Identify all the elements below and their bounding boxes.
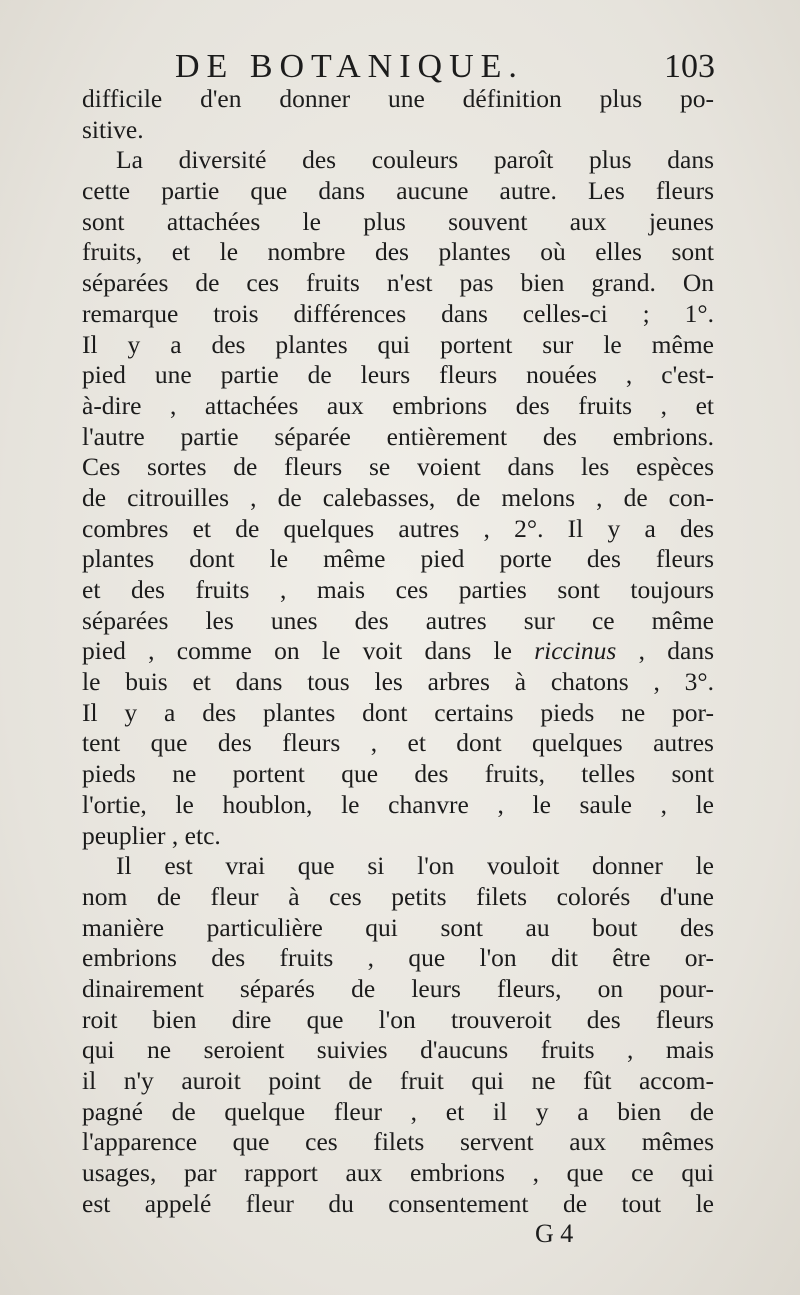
text-line: roit bien dire que l'on trouveroit des fleurs [82,1004,714,1034]
text-line: plantes dont le même pied porte des fleurs [82,544,714,574]
text-line: sitive. [82,114,144,144]
text-line: La diversité des couleurs paroît plus dans [116,145,714,175]
text-line: embrions des fruits , que l'on dit être or- [82,943,714,973]
signature-mark: G 4 [535,1219,574,1248]
text-line-part: , dans [616,636,714,666]
text-line: usages, par rapport aux embrions , que ce qui [82,1158,714,1188]
text-line: combres et de quelques autres , 2°. Il y a des [82,513,714,543]
text-line: sont attachées le plus souvent aux jeunes [82,206,714,236]
text-line: Il y a des plantes qui portent sur le même [82,329,714,359]
page-number: 103 [664,48,715,85]
text-line: est appelé fleur du consentement de tout le [82,1188,714,1218]
text-line: Il est vrai que si l'on vouloit donner le [116,851,714,881]
text-line: Ces sortes de fleurs se voient dans les espèces [82,452,714,482]
text-line: cette partie que dans aucune autre. Les fleurs [82,176,714,206]
text-line: qui ne seroient suivies d'aucuns fruits , mais [82,1035,714,1065]
text-line: l'apparence que ces filets servent aux mêmes [82,1127,714,1157]
text-line: et des fruits , mais ces parties sont toujours [82,575,714,604]
text-line: nom de fleur à ces petits filets colorés d'une [82,881,714,911]
text-line: fruits, et le nombre des plantes où elles sont [82,237,714,267]
text-line: il n'y auroit point de fruit qui ne fût accom- [82,1066,714,1095]
text-line: remarque trois différences dans celles-ci ; 1°. [82,298,714,328]
text-line: séparées les unes des autres sur ce même [82,605,714,635]
text-line: pied une partie de leurs fleurs nouées , c'est- [82,360,714,390]
text-line: difficile d'en donner une définition plus po- [82,84,714,113]
text-line: l'autre partie séparée entièrement des embrions. [82,421,714,451]
text-line: le buis et dans tous les arbres à chatons , 3°. [82,667,714,697]
text-line: pagné de quelque fleur , et il y a bien de [82,1096,714,1126]
italic-term: riccinus [534,636,617,666]
text-line: pieds ne portent que des fruits, telles sont [82,759,714,789]
text-line: manière particulière qui sont au bout des [82,912,714,942]
running-title: DE BOTANIQUE. [175,48,524,85]
body-text [82,84,714,1219]
text-line: l'ortie, le houblon, le chanvre , le saule , le [82,789,714,819]
text-line: peuplier , etc. [82,820,221,850]
text-line: Il y a des plantes dont certains pieds ne por- [82,697,714,727]
text-line-part: pied , comme on le voit dans le [82,636,535,666]
text-line [82,636,714,667]
text-line: tent que des fleurs , et dont quelques autres [82,728,714,758]
text-line: dinairement séparés de leurs fleurs, on pour- [82,973,714,1003]
text-line: à-dire , attachées aux embrions des fruits , et [82,390,714,420]
text-line: séparées de ces fruits n'est pas bien grand. On [82,268,714,298]
text-line: de citrouilles , de calebasses, de melons , de con- [82,482,714,512]
